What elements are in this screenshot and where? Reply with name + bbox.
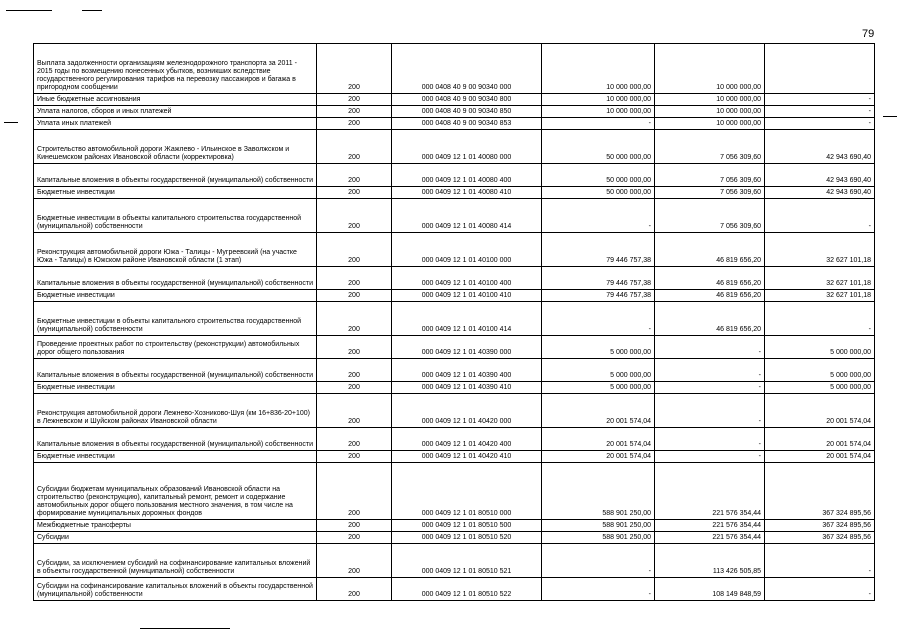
cell-agency-code: 200 [317, 130, 392, 164]
cell-amount-approved: 79 446 757,38 [542, 290, 655, 302]
cell-amount-remaining: 42 943 690,40 [765, 164, 875, 187]
cell-amount-approved: - [542, 199, 655, 233]
cell-amount-executed: - [655, 451, 765, 463]
cell-name: Капитальные вложения в объекты государственной (муниципальной) собственности [34, 164, 317, 187]
cell-agency-code: 200 [317, 532, 392, 544]
cell-amount-approved: 20 001 574,04 [542, 428, 655, 451]
cell-agency-code: 200 [317, 187, 392, 199]
cell-amount-executed: 10 000 000,00 [655, 118, 765, 130]
cell-budget-code: 000 0409 12 1 01 40100 400 [392, 267, 542, 290]
cell-agency-code: 200 [317, 544, 392, 578]
cell-amount-approved: 50 000 000,00 [542, 130, 655, 164]
table-row [34, 267, 875, 290]
cell-name: Бюджетные инвестиции [34, 187, 317, 199]
cell-agency-code: 200 [317, 336, 392, 359]
cell-budget-code: 000 0408 40 9 00 90340 800 [392, 94, 542, 106]
cell-amount-remaining: - [765, 199, 875, 233]
cell-amount-remaining: - [765, 544, 875, 578]
cell-budget-code: 000 0409 12 1 01 40390 400 [392, 359, 542, 382]
cell-amount-approved: 10 000 000,00 [542, 106, 655, 118]
cell-agency-code: 200 [317, 451, 392, 463]
cell-amount-executed: 7 056 309,60 [655, 199, 765, 233]
cell-budget-code: 000 0409 12 1 01 40080 410 [392, 187, 542, 199]
cell-amount-executed: 221 576 354,44 [655, 532, 765, 544]
table-row [34, 544, 875, 578]
cell-amount-remaining: 5 000 000,00 [765, 336, 875, 359]
cell-amount-approved: 588 901 250,00 [542, 463, 655, 520]
cell-amount-executed: 7 056 309,60 [655, 187, 765, 199]
budget-table-body [34, 44, 875, 601]
table-row [34, 94, 875, 106]
page-number: 79 [862, 28, 875, 40]
cell-name: Выплата задолженности организациям железнодорожного транспорта за 2011 - 2015 годы по возмещению понесенных убытков, возникших вследствие государственного регулирования тарифов на перевозку пассажиров и багажа в пригородном сообщении [34, 44, 317, 94]
cell-agency-code: 200 [317, 382, 392, 394]
cell-amount-executed: 10 000 000,00 [655, 106, 765, 118]
cell-amount-remaining: - [765, 302, 875, 336]
cell-amount-remaining: 42 943 690,40 [765, 130, 875, 164]
cell-name: Бюджетные инвестиции в объекты капитального строительства государственной (муниципальной) собственности [34, 302, 317, 336]
cell-name: Субсидии бюджетам муниципальных образований Ивановской области на строительство (реконструкцию), капитальный ремонт, ремонт и содержание автомобильных дорог общего пользования местного значения, в том числе на формирование муниципальных дорожных фондов [34, 463, 317, 520]
cell-budget-code: 000 0409 12 1 01 40080 400 [392, 164, 542, 187]
cell-name: Уплата налогов, сборов и иных платежей [34, 106, 317, 118]
cell-amount-remaining: 367 324 895,56 [765, 520, 875, 532]
cell-budget-code: 000 0409 12 1 01 40420 400 [392, 428, 542, 451]
cell-budget-code: 000 0409 12 1 01 40390 410 [392, 382, 542, 394]
cell-budget-code: 000 0409 12 1 01 40420 410 [392, 451, 542, 463]
cell-name: Субсидии, за исключением субсидий на софинансирование капитальных вложений в объекты государственной (муниципальной) собственности [34, 544, 317, 578]
cell-amount-executed: - [655, 428, 765, 451]
table-row [34, 463, 875, 520]
cell-amount-executed: 46 819 656,20 [655, 302, 765, 336]
cell-agency-code: 200 [317, 428, 392, 451]
table-row [34, 359, 875, 382]
cell-amount-remaining: 42 943 690,40 [765, 187, 875, 199]
cell-budget-code: 000 0409 12 1 01 80510 521 [392, 544, 542, 578]
cell-budget-code: 000 0409 12 1 01 80510 522 [392, 578, 542, 601]
cell-amount-executed: 7 056 309,60 [655, 164, 765, 187]
cell-amount-executed: 46 819 656,20 [655, 267, 765, 290]
table-row [34, 106, 875, 118]
table-row [34, 164, 875, 187]
cell-name: Бюджетные инвестиции [34, 290, 317, 302]
cell-name: Бюджетные инвестиции [34, 451, 317, 463]
cell-budget-code: 000 0408 40 9 00 90340 000 [392, 44, 542, 94]
cell-amount-approved: 10 000 000,00 [542, 94, 655, 106]
cell-amount-remaining: 32 627 101,18 [765, 290, 875, 302]
cell-amount-executed: 46 819 656,20 [655, 290, 765, 302]
budget-table [33, 43, 875, 601]
cell-name: Капитальные вложения в объекты государственной (муниципальной) собственности [34, 359, 317, 382]
cell-amount-executed: - [655, 382, 765, 394]
table-row [34, 233, 875, 267]
cell-amount-approved: 588 901 250,00 [542, 532, 655, 544]
cell-budget-code: 000 0408 40 9 00 90340 850 [392, 106, 542, 118]
table-row [34, 118, 875, 130]
cell-budget-code: 000 0409 12 1 01 40080 000 [392, 130, 542, 164]
cell-amount-executed: 7 056 309,60 [655, 130, 765, 164]
cell-budget-code: 000 0409 12 1 01 80510 000 [392, 463, 542, 520]
cell-amount-remaining: - [765, 578, 875, 601]
cell-agency-code: 200 [317, 359, 392, 382]
cell-budget-code: 000 0409 12 1 01 40100 410 [392, 290, 542, 302]
cell-budget-code: 000 0409 12 1 01 40080 414 [392, 199, 542, 233]
table-row [34, 532, 875, 544]
cell-agency-code: 200 [317, 94, 392, 106]
cell-budget-code: 000 0409 12 1 01 80510 520 [392, 532, 542, 544]
table-row [34, 336, 875, 359]
table-row [34, 187, 875, 199]
cell-amount-approved: 50 000 000,00 [542, 164, 655, 187]
cell-budget-code: 000 0409 12 1 01 40100 414 [392, 302, 542, 336]
cell-amount-remaining: - [765, 106, 875, 118]
table-row [34, 199, 875, 233]
cell-amount-executed: - [655, 336, 765, 359]
cell-name: Бюджетные инвестиции [34, 382, 317, 394]
cell-amount-approved: 79 446 757,38 [542, 267, 655, 290]
cell-amount-approved: 79 446 757,38 [542, 233, 655, 267]
cell-amount-remaining [765, 44, 875, 94]
table-row [34, 44, 875, 94]
cell-amount-approved: 5 000 000,00 [542, 359, 655, 382]
cell-amount-remaining: - [765, 118, 875, 130]
cell-budget-code: 000 0409 12 1 01 40420 000 [392, 394, 542, 428]
cell-amount-approved: 5 000 000,00 [542, 382, 655, 394]
table-row [34, 130, 875, 164]
cell-amount-remaining: 5 000 000,00 [765, 382, 875, 394]
cell-name: Проведение проектных работ по строительству (реконструкции) автомобильных дорог общего пользования [34, 336, 317, 359]
cell-name: Строительство автомобильной дороги Жажлево - Ильинское в Заволжском и Кинешемском районах Ивановской области (корректировка) [34, 130, 317, 164]
cell-budget-code: 000 0409 12 1 01 40390 000 [392, 336, 542, 359]
cell-budget-code: 000 0409 12 1 01 80510 500 [392, 520, 542, 532]
cell-amount-remaining: 20 001 574,04 [765, 428, 875, 451]
cell-amount-executed: 108 149 848,59 [655, 578, 765, 601]
table-row [34, 302, 875, 336]
cell-amount-remaining: 20 001 574,04 [765, 451, 875, 463]
cell-agency-code: 200 [317, 164, 392, 187]
cell-name: Капитальные вложения в объекты государственной (муниципальной) собственности [34, 267, 317, 290]
cell-amount-executed: 221 576 354,44 [655, 463, 765, 520]
cell-amount-remaining: 32 627 101,18 [765, 233, 875, 267]
cell-agency-code: 200 [317, 106, 392, 118]
cell-agency-code: 200 [317, 267, 392, 290]
cell-amount-executed: - [655, 394, 765, 428]
cell-agency-code: 200 [317, 520, 392, 532]
cell-agency-code: 200 [317, 394, 392, 428]
cell-amount-approved: - [542, 578, 655, 601]
cell-name: Уплата иных платежей [34, 118, 317, 130]
cell-agency-code: 200 [317, 233, 392, 267]
table-row [34, 394, 875, 428]
cell-agency-code: 200 [317, 44, 392, 94]
cell-name: Субсидии [34, 532, 317, 544]
cell-name: Субсидии на софинансирование капитальных вложений в объекты государственной (муниципальной) собственности [34, 578, 317, 601]
table-row [34, 520, 875, 532]
table-row [34, 451, 875, 463]
cell-amount-remaining: 20 001 574,04 [765, 394, 875, 428]
cell-budget-code: 000 0409 12 1 01 40100 000 [392, 233, 542, 267]
cell-amount-approved: 10 000 000,00 [542, 44, 655, 94]
cell-amount-remaining: 5 000 000,00 [765, 359, 875, 382]
cell-agency-code: 200 [317, 118, 392, 130]
cell-agency-code: 200 [317, 463, 392, 520]
cell-amount-approved: 588 901 250,00 [542, 520, 655, 532]
cell-amount-executed: 46 819 656,20 [655, 233, 765, 267]
cell-amount-approved: - [542, 118, 655, 130]
cell-amount-executed: - [655, 359, 765, 382]
cell-amount-remaining: - [765, 94, 875, 106]
cell-amount-executed: 10 000 000,00 [655, 94, 765, 106]
cell-amount-approved: 50 000 000,00 [542, 187, 655, 199]
cell-budget-code: 000 0408 40 9 00 90340 853 [392, 118, 542, 130]
cell-name: Межбюджетные трансферты [34, 520, 317, 532]
cell-amount-executed: 10 000 000,00 [655, 44, 765, 94]
cell-name: Иные бюджетные ассигнования [34, 94, 317, 106]
cell-amount-remaining: 367 324 895,56 [765, 532, 875, 544]
cell-name: Бюджетные инвестиции в объекты капитального строительства государственной (муниципальной) собственности [34, 199, 317, 233]
cell-name: Капитальные вложения в объекты государственной (муниципальной) собственности [34, 428, 317, 451]
cell-amount-executed: 221 576 354,44 [655, 520, 765, 532]
cell-amount-approved: - [542, 302, 655, 336]
table-row [34, 578, 875, 601]
cell-name: Реконструкция автомобильной дороги Лежнево-Хозниково-Шуя (км 16+836-20+100) в Лежневском и Шуйском районах Ивановской области [34, 394, 317, 428]
cell-agency-code: 200 [317, 290, 392, 302]
cell-name: Реконструкция автомобильной дороги Южа - Талицы - Мугреевский (на участке Южа - Талицы) в Южском районе Ивановской области (1 этап) [34, 233, 317, 267]
cell-agency-code: 200 [317, 578, 392, 601]
cell-amount-approved: 20 001 574,04 [542, 451, 655, 463]
cell-amount-approved: - [542, 544, 655, 578]
cell-amount-executed: 113 426 505,85 [655, 544, 765, 578]
cell-agency-code: 200 [317, 302, 392, 336]
cell-agency-code: 200 [317, 199, 392, 233]
table-row [34, 428, 875, 451]
table-row [34, 382, 875, 394]
table-row [34, 290, 875, 302]
cell-amount-remaining: 32 627 101,18 [765, 267, 875, 290]
cell-amount-approved: 5 000 000,00 [542, 336, 655, 359]
cell-amount-remaining: 367 324 895,56 [765, 463, 875, 520]
cell-amount-approved: 20 001 574,04 [542, 394, 655, 428]
